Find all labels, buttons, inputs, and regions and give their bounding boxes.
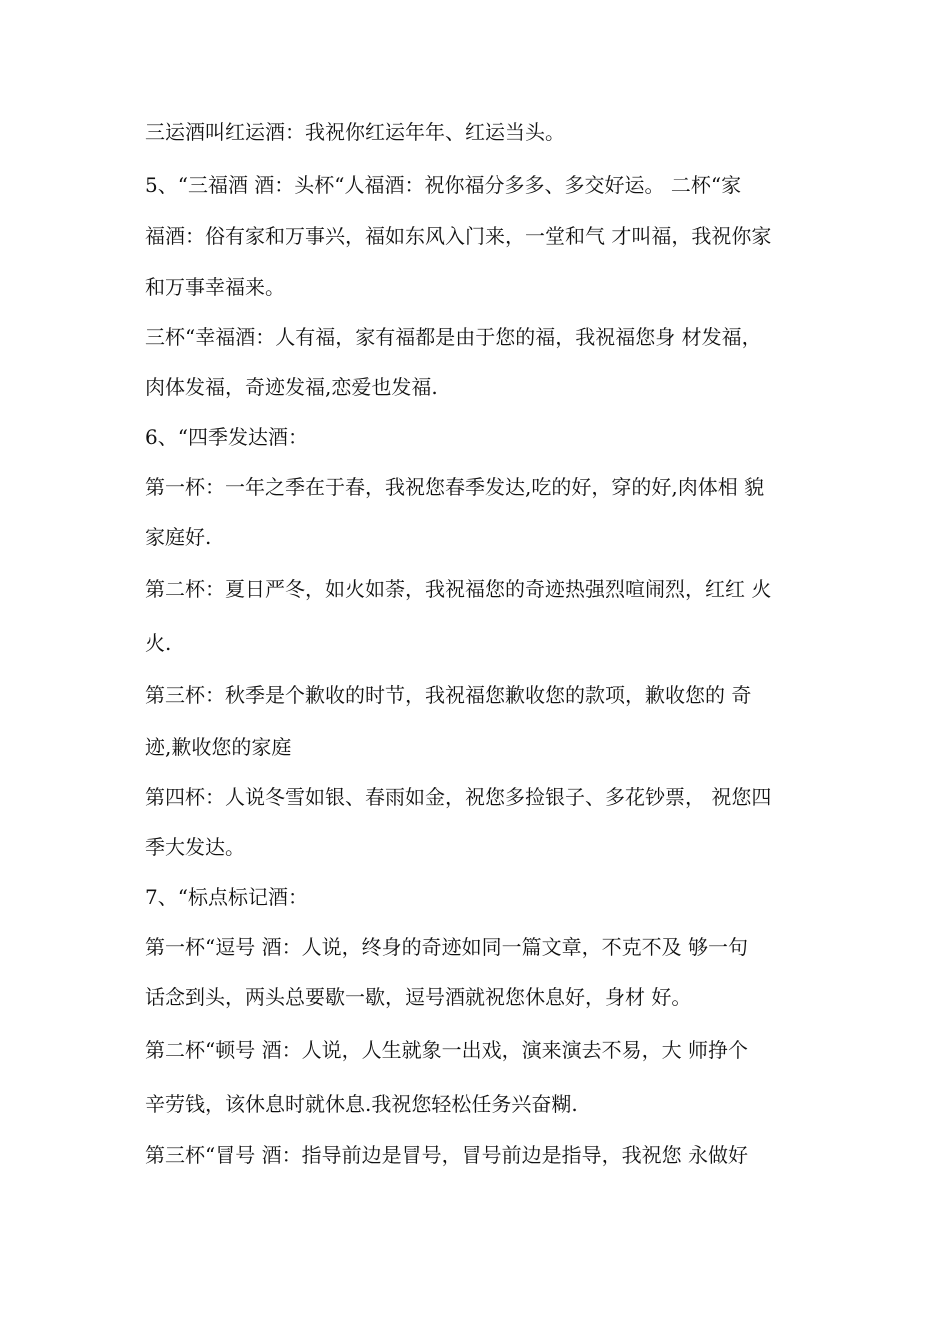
text-line: 话念到头，两头总要歇一歇，逗号酒就祝您休息好，身材 好。 bbox=[145, 985, 692, 1009]
text-line: 5、“三福酒 酒：头杯“人福酒：祝你福分多多、多交好运。 二杯“家 bbox=[145, 173, 742, 197]
text-line: 辛劳钱，该休息时就休息.我祝您轻松任务兴奋糊. bbox=[145, 1092, 578, 1116]
text-line: 肉体发福，奇迹发福,恋爱也发福. bbox=[145, 375, 438, 399]
text-line: 第三杯：秋季是个歉收的时节，我祝福您歉收您的款项，歉收您的 奇 bbox=[145, 683, 752, 707]
text-line: 季大发达。 bbox=[145, 835, 245, 859]
text-line: 三杯“幸福酒：人有福，家有福都是由于您的福，我祝福您身 材发福， bbox=[145, 325, 762, 349]
text-line: 和万事幸福来。 bbox=[145, 275, 285, 299]
text-line: 家庭好. bbox=[145, 525, 212, 549]
text-line: 火. bbox=[145, 631, 172, 655]
text-line: 第一杯“逗号 酒：人说，终身的奇迹如同一篇文章，不克不及 够一句 bbox=[145, 935, 748, 959]
text-line: 三运酒叫红运酒：我祝你红运年年、红运当头。 bbox=[145, 120, 565, 144]
text-line: 第二杯“顿号 酒：人说，人生就象一出戏，演来演去不易，大 师挣个 bbox=[145, 1038, 748, 1062]
text-line: 迹,歉收您的家庭 bbox=[145, 735, 292, 759]
text-line: 7、“标点标记酒： bbox=[145, 885, 308, 909]
text-line: 第一杯：一年之季在于春，我祝您春季发达,吃的好，穿的好,肉体相 貌 bbox=[145, 475, 765, 499]
text-line: 6、“四季发达酒： bbox=[145, 425, 308, 449]
text-line: 第二杯：夏日严冬，如火如荼，我祝福您的奇迹热强烈喧闹烈，红红 火 bbox=[145, 577, 772, 601]
text-line: 第四杯：人说冬雪如银、春雨如金，祝您多捡银子、多花钞票， 祝您四 bbox=[145, 785, 772, 809]
text-line: 福酒：俗有家和万事兴，福如东风入门来，一堂和气 才叫福，我祝你家 bbox=[145, 224, 772, 248]
text-line: 第三杯“冒号 酒：指导前边是冒号，冒号前边是指导，我祝您 永做好 bbox=[145, 1143, 748, 1167]
